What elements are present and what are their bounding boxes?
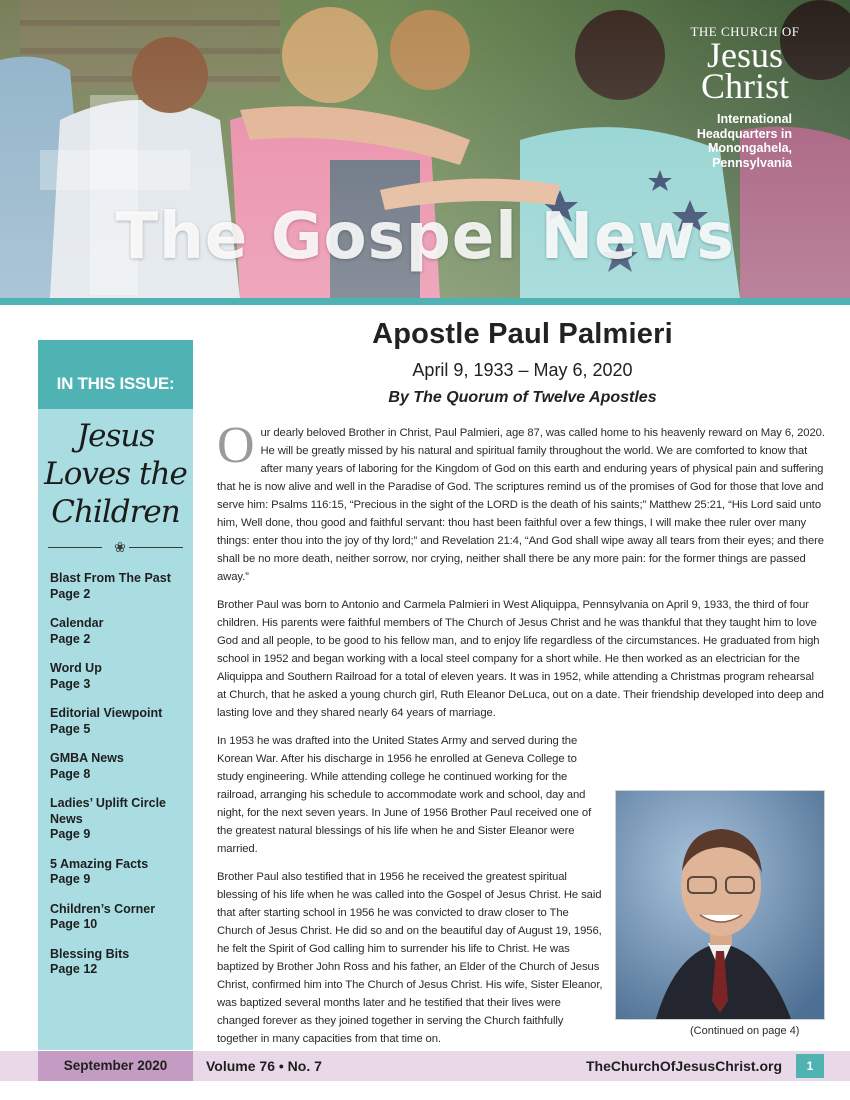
article-body [217, 417, 825, 1058]
contents-item[interactable] [50, 706, 193, 737]
logo-line-3: Christ [700, 66, 789, 106]
issue-month: September 2020 [38, 1051, 193, 1081]
page-footer [0, 1051, 850, 1081]
contents-title: 5 Amazing Facts [50, 856, 149, 871]
contents-page: Page 10 [50, 917, 98, 931]
contents-title: Children’s Corner [50, 901, 156, 916]
page-number: 1 [796, 1054, 824, 1078]
subtitle-line: Pennsylvania [712, 155, 792, 170]
contents-title: Editorial Viewpoint [50, 706, 163, 720]
contents-title: GMBA News [50, 751, 124, 765]
contents-title: Ladies’ Uplift Circle News [50, 796, 167, 826]
contents-page: Page 3 [50, 676, 91, 691]
church-logo [660, 24, 830, 106]
portrait-photo [615, 790, 825, 1020]
feature-line: Jesus [76, 418, 155, 454]
sidebar-heading: IN THIS ISSUE: [38, 373, 193, 409]
subtitle-line: Monongahela, [707, 141, 792, 155]
continued-note: (Continued on page 4) [690, 1025, 800, 1037]
contents-item[interactable] [50, 857, 193, 888]
contents-page: Page 9 [50, 872, 91, 886]
contents-page: Page 8 [50, 766, 91, 781]
in-this-issue-sidebar [38, 340, 193, 1050]
article-title: Apostle Paul Palmieri [372, 318, 673, 350]
feature-title [38, 417, 193, 531]
header-rule [0, 298, 850, 305]
article-dates: April 9, 1933 – May 6, 2020 [412, 360, 633, 380]
contents-list [38, 571, 193, 978]
feature-line: Loves the [44, 456, 187, 492]
article-byline: By The Quorum of Twelve Apostles [388, 389, 657, 406]
contents-item[interactable] [50, 661, 193, 692]
contents-title: Calendar [50, 616, 104, 630]
masthead-text: The Gospel News [115, 200, 735, 274]
masthead-title [0, 200, 850, 274]
contents-page: Page 2 [50, 586, 91, 601]
article-paragraph: Brother Paul also testified that in 1956 he received the greatest spiritual blessing of his life when he was called into the Gospel of Jesus Christ. He said that after starting school in 1956 he was convicted to draw closer to The Church of Jesus Christ. He did so and on the beautiful day of August 19, 1956, he felt the Spirit of God calling him to surrender his life to Christ. He was baptized by Brother John Ross and his father, an Elder of the Church of Jesus Christ, confirmed him into The Church of Jesus Christ. His wife, Sister Eleanor, was baptized several months later and he testified that their lives were changed forever as they joined together in serving the Church faithfully together in many capacities from that time on. [217, 871, 603, 1045]
contents-item[interactable] [50, 902, 193, 933]
portrait-image [615, 790, 825, 1020]
logo-line-2: Jesus [706, 35, 783, 75]
contents-page: Page 9 [50, 827, 91, 841]
subtitle-line: Headquarters in [696, 126, 792, 141]
header-banner [0, 0, 850, 298]
contents-item[interactable] [50, 751, 193, 782]
contents-page: Page 12 [50, 962, 98, 976]
contents-item[interactable] [50, 947, 193, 978]
headquarters-subtitle [660, 112, 792, 170]
paragraph-text: ur dearly beloved Brother in Christ, Paul Palmieri, age 87, was called home to his heavenly reward on May 6, 2020. He will be greatly missed by his natural and spiritual family throughout the world. We are comforted to know that after many years of laboring for the Kingdom of God on this earth and enduring years of physical pain and suffering that he is now alive and well in the Paradise of God. The scriptures remind us of the promises of God for those that love and serve him: Psalms 116:15, “Precious in the sight of the LORD is the death of his saints;” Matthew 25:21, “His Lord said unto him, Well done, thou good and faithful servant: thou hast been faithful over a few things, I will make thee ruler over many things: enter thou into the joy of thy lord;” and Revelation 21:4, “And God shall wipe away all tears from their eyes; and there shall be no more death, neither sorrow, nor crying, neither shall there be any more pain: for the former things are passed away.” [217, 427, 825, 583]
logo-line-1: THE CHURCH OF [690, 24, 800, 39]
website-link[interactable]: TheChurchOfJesusChrist.org [585, 1058, 782, 1074]
issue-volume: Volume 76 • No. 7 [206, 1058, 322, 1074]
bow-icon: ❀ [114, 539, 126, 555]
sidebar-band [38, 340, 193, 373]
paragraph-text: In 1953 he was drafted into the United States Army and served during the Korean War. After his discharge in 1956 he enrolled at Geneva College to study engineering. While attending college he continued working for the railroad, arranging his schedule to accommodate work and school, day and night, for the next seven years. In June of 1956 Brother Paul received one of the greatest natural blessings of his life when he and Sister Eleanor were married. [217, 735, 592, 855]
contents-title: Blessing Bits [50, 946, 130, 961]
article-paragraph: Brother Paul was born to Antonio and Carmela Palmieri in West Aliquippa, Pennsylvania on April 9, 1933, the third of four children. His parents were faithful members of The Church of Jesus Christ and he was thankful that they taught him to love God and all people, to be good to his fellow man, and to enjoy life regardless of the circumstances. He graduated from high school in 1952 and began working with a local steel company for a short while. He then worked as an electrician for the Aliquippa and Southern Railroad for a total of eleven years. It was in 1952, while attending a Christmas program rehearsal at Church, that he asked a young church girl, Ruth Eleanor DeLuca, out on a date. Their friendship developed into deep and lasting love and they shared nearly 64 years of marriage. [217, 599, 824, 719]
contents-page: Page 5 [50, 721, 91, 736]
contents-title: Blast From The Past [50, 571, 171, 585]
ornament-divider [48, 537, 183, 557]
contents-page: Page 2 [50, 631, 91, 646]
article-paragraph [217, 417, 825, 586]
feature-line: Children [51, 494, 180, 530]
contents-item[interactable] [50, 571, 193, 602]
contents-title: Word Up [50, 661, 102, 675]
contents-item[interactable] [50, 796, 193, 843]
divider-line [48, 547, 102, 548]
contents-item[interactable] [50, 616, 193, 647]
subtitle-line: International [716, 112, 792, 126]
drop-cap: O [217, 417, 255, 474]
divider-line [129, 547, 183, 548]
article-paragraph [217, 732, 825, 858]
